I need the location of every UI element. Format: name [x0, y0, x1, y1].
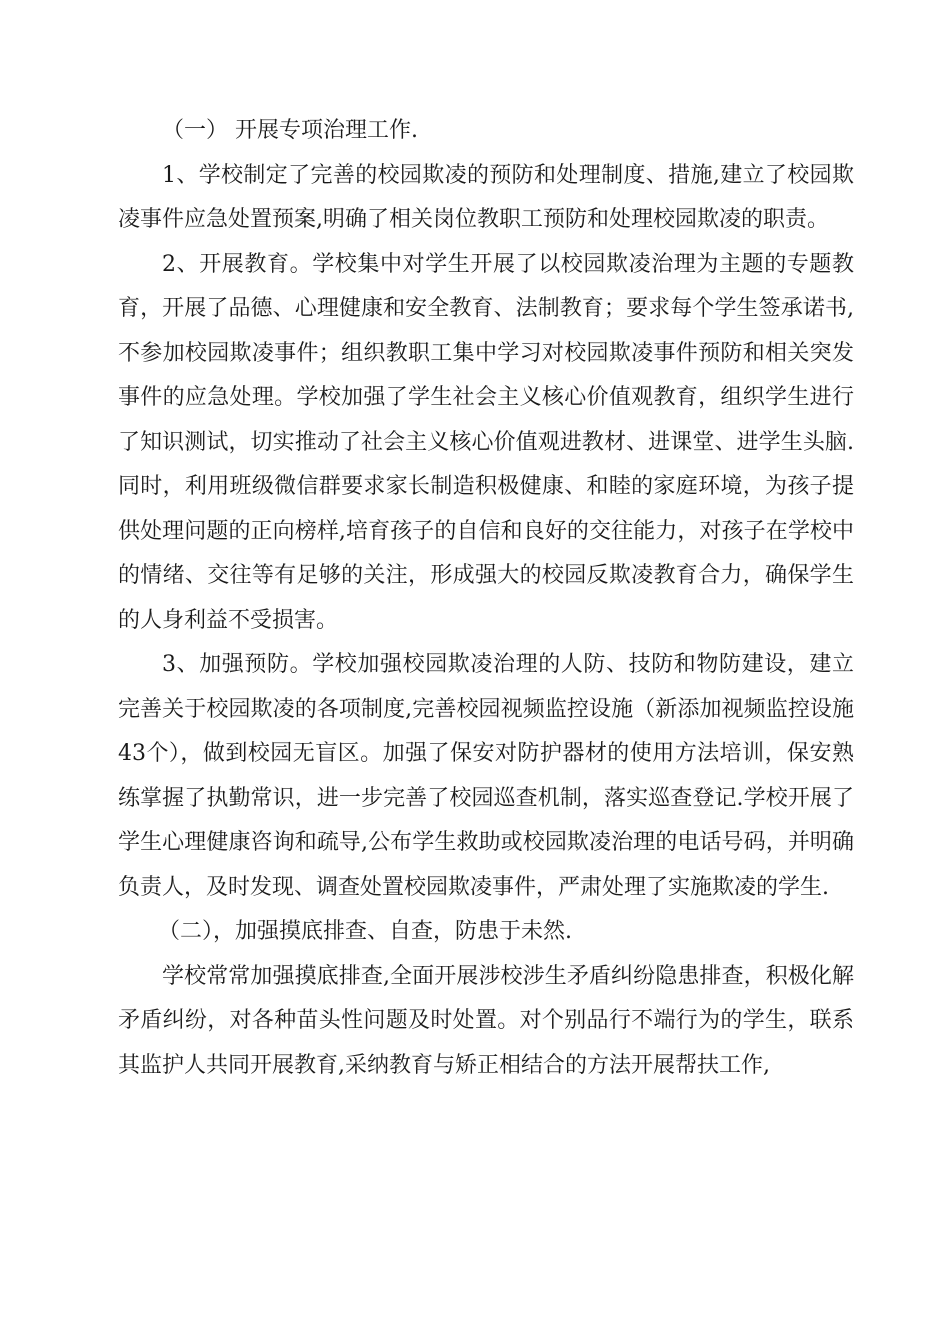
section-heading-2: （二），加强摸底排查、自查，防患于未然. [158, 919, 572, 944]
section-heading-1: （一） 开展专项治理工作. [162, 118, 418, 143]
paragraph-item-3: 3、加强预防。学校加强校园欺凌治理的人防、技防和物防建设，建立完善关于校园欺凌的各项制度,完善校园视频监控设施（新添加视频监控设施43个），做到校园无盲区。加强了保安对防护器材的使用方法培训，保安熟练掌握了执勤常识，进一步完善了校园巡查机制，落实巡查登记.学校开展了学生心理健康咨询和疏导,公布学生救助或校园欺凌治理的电话号码，并明确负责人，及时发现、调查处置校园欺凌事件，严肃处理了实施欺凌的学生. [118, 652, 854, 900]
paragraph-body: 学校常常加强摸底排查,全面开展涉校涉生矛盾纠纷隐患排查，积极化解矛盾纠纷，对各种苗头性问题及时处置。对个别品行不端行为的学生，联系其监护人共同开展教育,采纳教育与矫正相结合的方法开展帮扶工作, [118, 963, 854, 1078]
paragraph-item-1: 1、学校制定了完善的校园欺凌的预防和处理制度、措施,建立了校园欺凌事件应急处置预案,明确了相关岗位教职工预防和处理校园欺凌的职责。 [118, 162, 854, 232]
document-body [118, 109, 854, 1088]
paragraph-item-2: 2、开展教育。学校集中对学生开展了以校园欺凌治理为主题的专题教育，开展了品德、心理健康和安全教育、法制教育；要求每个学生签承诺书,不参加校园欺凌事件；组织教职工集中学习对校园欺凌事件预防和相关突发事件的应急处理。学校加强了学生社会主义核心价值观教育，组织学生进行了知识测试，切实推动了社会主义核心价值观进教材、进课堂、进学生头脑.同时，利用班级微信群要求家长制造积极健康、和睦的家庭环境，为孩子提供处理问题的正向榜样,培育孩子的自信和良好的交往能力，对孩子在学校中的情绪、交往等有足够的关注，形成强大的校园反欺凌教育合力，确保学生的人身利益不受损害。 [118, 251, 854, 633]
